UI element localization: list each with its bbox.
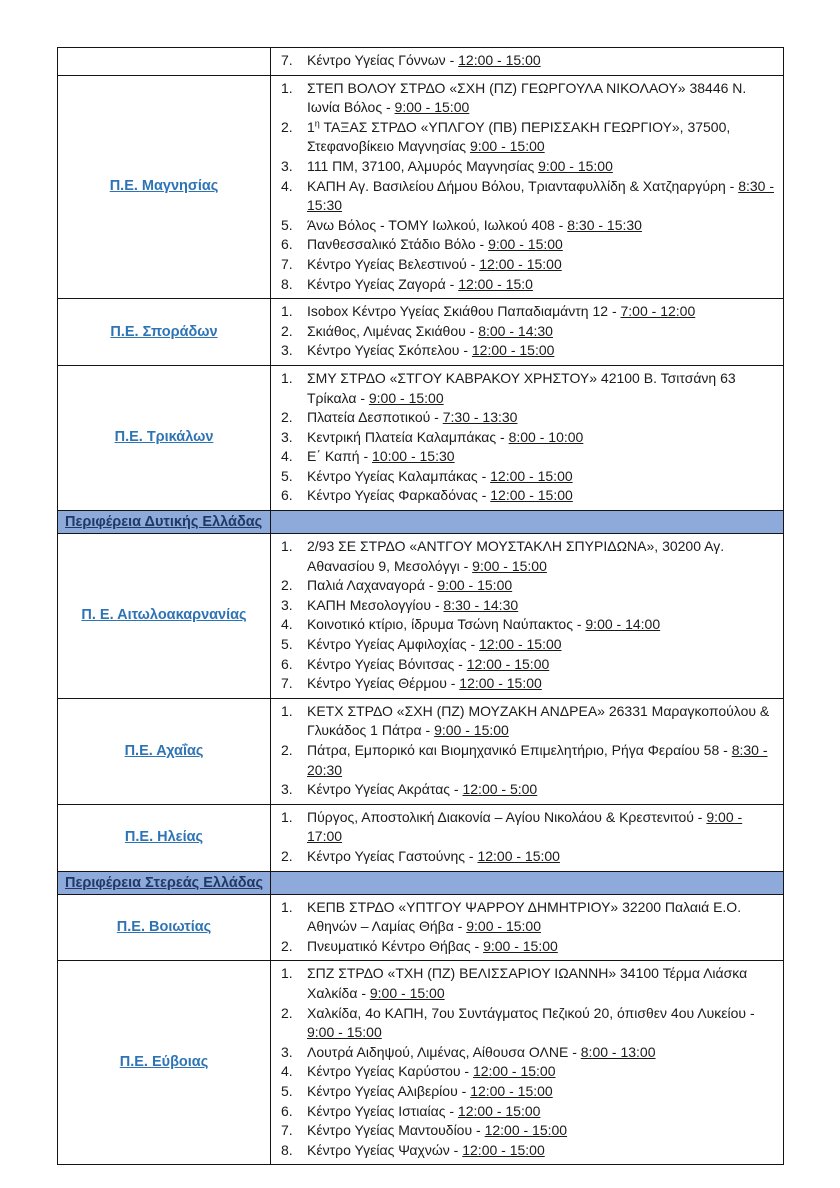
item-hours: 12:00 - 15:00 [479, 255, 562, 272]
item-hours: 10:00 - 15:30 [372, 448, 455, 465]
ordinal-superscript: η [314, 118, 320, 129]
item-number: 5. [281, 467, 293, 484]
list-item [281, 1121, 777, 1141]
list-item [281, 1062, 777, 1082]
item-hours: 8:30 - 14:30 [443, 596, 519, 613]
item-number: 6. [281, 236, 293, 253]
list-item [281, 847, 777, 867]
list-item [281, 1082, 777, 1102]
list-item [281, 428, 777, 448]
region-row [58, 894, 783, 961]
item-text: Κεντρική Πλατεία Καλαμπάκας - 8:00 - 10:00 [307, 428, 584, 445]
item-number: 7. [281, 675, 293, 692]
region-label-cell [58, 805, 271, 871]
item-number: 7. [281, 255, 293, 272]
item-text: ΚΕΠΒ ΣΤΡΔΟ «ΥΠΤΓΟΥ ΨΑΡΡΟΥ ΔΗΜΗΤΡΙΟΥ» 32200 Παλαιά Ε.Ο. Αθηνών – Λαμίας Θήβα - 9:00 - 15:00 [307, 898, 742, 935]
list-item [281, 157, 777, 177]
region-row [58, 365, 783, 510]
item-number: 2. [281, 1004, 293, 1021]
region-row [58, 960, 783, 1164]
item-hours: 9:00 - 14:00 [585, 616, 661, 633]
region-label-link[interactable]: Π.Ε. Εύβοιας [119, 1054, 209, 1071]
list-item [281, 635, 777, 655]
list-item [281, 408, 777, 428]
region-row [58, 298, 783, 365]
regions-table [57, 47, 784, 1165]
item-text: Πανθεσσαλικό Στάδιο Βόλο - 9:00 - 15:00 [307, 236, 563, 253]
list-item [281, 655, 777, 675]
item-text: ΚΑΠΗ Μεσολογγίου - 8:30 - 14:30 [307, 596, 519, 613]
item-text: Κέντρο Υγείας Βόνιτσας - 12:00 - 15:00 [307, 655, 550, 672]
list-item [281, 674, 777, 694]
item-text: Κέντρο Υγείας Καρύστου - 12:00 - 15:00 [307, 1063, 556, 1080]
item-number: 7. [281, 1122, 293, 1139]
list-item [281, 341, 777, 361]
band-label-cell [58, 872, 271, 894]
list-item [281, 486, 777, 506]
item-text: Κέντρο Υγείας Σκόπελου - 12:00 - 15:00 [307, 342, 555, 359]
item-text: Κέντρο Υγείας Βελεστινού - 12:00 - 15:00 [307, 255, 562, 272]
list-item [281, 964, 777, 1003]
item-text: Πύργος, Αποστολική Διακονία – Αγίου Νικολάου & Κρεστενιτού - 9:00 - 17:00 [307, 808, 743, 845]
item-text: Κέντρο Υγείας Φαρκαδόνας - 12:00 - 15:00 [307, 487, 573, 504]
item-number: 6. [281, 1102, 293, 1119]
item-text: Κέντρο Υγείας Ζαγορά - 12:00 - 15:0 [307, 275, 533, 292]
item-number: 2. [281, 847, 293, 864]
region-label-cell [58, 961, 271, 1164]
item-text: Κέντρο Υγείας Γαστούνης - 12:00 - 15:00 [307, 847, 560, 864]
item-hours: 12:00 - 15:00 [479, 636, 562, 653]
item-text: Πλατεία Δεσποτικού - 7:30 - 13:30 [307, 409, 518, 426]
item-text: Λουτρά Αιδηψού, Λιμένας, Αίθουσα ΟΛΝΕ - 8:00 - 13:00 [307, 1043, 656, 1060]
item-hours: 9:00 - 15:00 [437, 577, 513, 594]
region-items-cell [271, 299, 783, 365]
list-item [281, 322, 777, 342]
item-hours: 8:30 - 15:30 [307, 177, 774, 214]
list-item [281, 937, 777, 957]
item-text: $1^\eta$ ΤΑΞΑΣ ΣΤΡΔΟ «ΥΠΛΓΟΥ (ΠΒ) ΠΕΡΙΣΣΑΚΗ ΓΕΩΡΓΙΟΥ», 37500, Στεφανοβίκειο Μαγνησίας 9:00 - 15:00 [307, 118, 731, 155]
item-number: 5. [281, 1082, 293, 1099]
list-item [281, 369, 777, 408]
item-hours: 7:30 - 13:30 [442, 409, 518, 426]
region-label-link[interactable]: Π. Ε. Αιτωλοακαρνανίας [81, 607, 247, 624]
item-hours: 12:00 - 15:00 [457, 1102, 541, 1119]
item-number: 2. [281, 577, 293, 594]
list-item [281, 177, 777, 216]
item-hours: 9:00 - 15:00 [466, 918, 541, 935]
list-item [281, 1004, 777, 1043]
region-items-cell [271, 48, 783, 75]
list-item [281, 780, 777, 800]
item-text: Κέντρο Υγείας Ψαχνών - 12:00 - 15:00 [307, 1141, 545, 1158]
region-label-link[interactable]: Π.Ε. Αχαΐας [124, 742, 204, 759]
item-number: 3. [281, 342, 293, 359]
item-hours: 12:00 - 15:00 [490, 487, 573, 504]
item-hours: 9:00 - 15:00 [369, 984, 445, 1001]
list-item [281, 898, 777, 937]
region-label-cell [58, 76, 271, 299]
item-text: Ε΄ Καπή - 10:00 - 15:30 [307, 448, 455, 465]
item-number: 2. [281, 409, 293, 426]
item-number: 2. [281, 937, 293, 954]
region-items-cell [271, 699, 783, 804]
region-row [58, 48, 783, 75]
list-item [281, 1043, 777, 1063]
band-empty-cell [271, 511, 783, 533]
band-empty-cell [271, 872, 783, 894]
item-number: 6. [281, 655, 293, 672]
item-text: Πνευματικό Κέντρο Θήβας - 9:00 - 15:00 [307, 937, 558, 954]
item-number: 1. [281, 79, 293, 96]
item-hours: 7:00 - 12:00 [620, 303, 696, 320]
item-hours: 9:00 - 15:00 [483, 937, 558, 954]
item-hours: 8:00 - 14:30 [478, 322, 553, 339]
list-item [281, 596, 777, 616]
band-label-cell [58, 511, 271, 533]
list-item [281, 216, 777, 236]
item-hours: 12:00 - 15:00 [472, 1063, 556, 1080]
region-row [58, 75, 783, 299]
item-number: 1. [281, 898, 293, 915]
item-text: Πάτρα, Εμπορικό και Βιομηχανικό Επιμελητήριο, Ρήγα Φεραίου 58 - 8:30 - 20:30 [307, 742, 768, 778]
item-text: ΣΜΥ ΣΤΡΔΟ «ΣΤΓΟΥ ΚΑΒΡΑΚΟΥ ΧΡΗΣΤΟΥ» 42100 Β. Τσιτσάνη 63 Τρίκαλα - 9:00 - 15:00 [307, 369, 736, 406]
region-label-cell [58, 534, 271, 698]
region-row [58, 533, 783, 698]
item-text: ΣΤΕΠ ΒΟΛΟΥ ΣΤΡΔΟ «ΣΧΗ (ΠΖ) ΓΕΩΡΓΟΥΛΑ ΝΙΚΟΛΑΟΥ» 38446 Ν. Ιωνία Βόλος - 9:00 - 15:00 [307, 79, 747, 116]
region-label-cell [58, 48, 271, 75]
item-hours: 9:00 - 15:00 [434, 722, 509, 739]
list-item [281, 118, 777, 157]
item-number: 7. [281, 52, 293, 68]
item-text: 111 ΠΜ, 37100, Αλμυρός Μαγνησίας 9:00 - 15:00 [307, 157, 613, 174]
item-number: 8. [281, 1141, 293, 1158]
list-item [281, 235, 777, 255]
item-number: 4. [281, 448, 293, 465]
list-item [281, 255, 777, 275]
item-hours: 9:00 - 15:00 [307, 1024, 382, 1041]
list-item [281, 467, 777, 487]
item-text: Κέντρο Υγείας Αλιβερίου - 12:00 - 15:00 [307, 1082, 553, 1099]
region-label-cell [58, 299, 271, 365]
item-number: 8. [281, 275, 293, 292]
list-item [281, 447, 777, 467]
item-hours: 9:00 - 15:00 [538, 157, 613, 174]
item-hours: 12:00 - 15:00 [466, 655, 550, 672]
item-hours: 9:00 - 15:00 [394, 99, 470, 116]
item-hours: 9:00 - 15:00 [472, 557, 547, 574]
item-text: ΣΠΖ ΣΤΡΔΟ «ΤΧΗ (ΠΖ) ΒΕΛΙΣΣΑΡΙΟΥ ΙΩΑΝΝΗ» 34100 Τέρμα Λιάσκα Χαλκίδα - 9:00 - 15:00 [307, 965, 748, 1001]
region-label-link[interactable]: Π.Ε. Βοιωτίας [116, 918, 212, 935]
list-item [281, 537, 777, 576]
list-item [281, 1102, 777, 1122]
item-text: Χαλκίδα, 4ο ΚΑΠΗ, 7ου Συντάγματος Πεζικού 20, όπισθεν 4ου Λυκείου - 9:00 - 15:00 [307, 1004, 755, 1041]
item-text: Κέντρο Υγείας Θέρμου - 12:00 - 15:00 [307, 675, 542, 692]
item-text: Κοινοτικό κτίριο, ίδρυμα Τσώνη Ναύπακτος - 9:00 - 14:00 [307, 616, 661, 633]
item-text: ΚΕΤΧ ΣΤΡΔΟ «ΣΧΗ (ΠΖ) ΜΟΥΖΑΚΗ ΑΝΔΡΕΑ» 26331 Μαραγκοπούλου & Γλυκάδος 1 Πάτρα - 9:00 - 15:00 [307, 702, 770, 739]
region-label-cell [58, 699, 271, 804]
item-number: 3. [281, 1043, 293, 1060]
region-row [58, 698, 783, 804]
item-text: Κέντρο Υγείας Μαντουδίου - 12:00 - 15:00 [307, 1122, 568, 1139]
region-items-cell [271, 961, 783, 1164]
item-hours: 9:00 - 15:00 [488, 236, 563, 253]
item-hours: 12:00 - 15:00 [477, 847, 560, 864]
item-hours: 12:00 - 15:00 [490, 467, 573, 484]
item-hours: 9:00 - 17:00 [307, 808, 743, 845]
list-item [281, 615, 777, 635]
item-number: 4. [281, 177, 293, 194]
region-label-link[interactable]: Π.Ε. Ηλείας [124, 829, 204, 846]
item-text: Κέντρο Υγείας Ακράτας - 12:00 - 5:00 [307, 781, 538, 798]
list-item [281, 275, 777, 295]
item-text: Σκιάθος, Λιμένας Σκιάθου - 8:00 - 14:30 [307, 322, 553, 339]
item-number: 2. [281, 322, 293, 339]
item-text: Κέντρο Υγείας Ιστιαίας - 12:00 - 15:00 [307, 1102, 541, 1119]
item-hours: 12:00 - 15:00 [458, 52, 541, 68]
band-row [58, 871, 783, 894]
item-number: 5. [281, 216, 293, 233]
item-hours: 9:00 - 15:00 [368, 389, 444, 406]
item-number: 3. [281, 428, 293, 445]
item-hours: 12:00 - 15:0 [458, 275, 533, 292]
list-item [281, 302, 777, 322]
item-hours: 12:00 - 15:00 [484, 1122, 568, 1139]
item-text: Παλιά Λαχαναγορά - 9:00 - 15:00 [307, 577, 513, 594]
region-row [58, 804, 783, 871]
item-number: 1. [281, 538, 293, 555]
item-hours: 12:00 - 15:00 [459, 675, 542, 692]
item-hours: 8:00 - 13:00 [580, 1043, 656, 1060]
item-number: 1. [281, 965, 293, 982]
item-text: Κέντρο Υγείας Αμφιλοχίας - 12:00 - 15:00 [307, 636, 562, 653]
item-number: 3. [281, 596, 293, 613]
region-label-cell [58, 366, 271, 510]
item-number: 4. [281, 1063, 293, 1080]
item-hours: 9:00 - 15:00 [469, 138, 545, 155]
item-text: Isobox Κέντρο Υγείας Σκιάθου Παπαδιαμάντη 12 - 7:00 - 12:00 [307, 303, 696, 320]
item-number: 2. [281, 742, 293, 758]
region-label-link[interactable]: Π.Ε. Μαγνησίας [109, 178, 219, 195]
item-text: ΚΑΠΗ Αγ. Βασιλείου Δήμου Βόλου, Τριανταφυλλίδη & Χατζηαργύρη - 8:30 - 15:30 [307, 177, 774, 214]
item-text: Άνω Βόλος - ΤΟΜΥ Ιωλκού, Ιωλκού 408 - 8:30 - 15:30 [307, 216, 642, 233]
item-text: 2/93 ΣΕ ΣΤΡΔΟ «ΑΝΤΓΟΥ ΜΟΥΣΤΑΚΛΗ ΣΠΥΡΙΔΩΝΑ», 30200 Αγ. Αθανασίου 9, Μεσολόγγι - 9:00 - 15:00 [307, 538, 725, 574]
list-item [281, 79, 777, 118]
item-hours: 12:00 - 15:00 [471, 342, 555, 359]
list-item [281, 808, 777, 847]
item-hours: 12:00 - 15:00 [462, 1141, 545, 1158]
region-label-link[interactable]: Π.Ε. Τρικάλων [114, 429, 214, 446]
region-items-cell [271, 534, 783, 698]
item-number: 5. [281, 636, 293, 653]
item-hours: 8:00 - 10:00 [508, 428, 584, 445]
band-title: Περιφέρεια Δυτικής Ελλάδας [65, 514, 263, 531]
item-text: Κέντρο Υγείας Γόννων - 12:00 - 15:00 [307, 52, 541, 68]
list-item [281, 576, 777, 596]
list-item [281, 741, 777, 780]
item-number: 1. [281, 369, 293, 386]
list-item [281, 702, 777, 741]
list-item [281, 1141, 777, 1161]
item-number: 2. [281, 118, 293, 135]
item-hours: 8:30 - 20:30 [307, 742, 768, 778]
item-hours: 8:30 - 15:30 [567, 216, 642, 233]
item-hours: 12:00 - 15:00 [470, 1082, 553, 1099]
item-number: 3. [281, 157, 293, 174]
band-row [58, 510, 783, 533]
item-number: 1. [281, 808, 293, 825]
item-hours: 12:00 - 5:00 [462, 781, 538, 798]
region-items-cell [271, 895, 783, 961]
region-items-cell [271, 366, 783, 510]
item-number: 4. [281, 616, 293, 633]
item-number: 3. [281, 781, 293, 798]
item-text: Κέντρο Υγείας Καλαμπάκας - 12:00 - 15:00 [307, 467, 573, 484]
item-number: 1. [281, 702, 293, 719]
region-items-cell [271, 805, 783, 871]
region-items-cell [271, 76, 783, 299]
region-label-link[interactable]: Π.Ε. Σποράδων [110, 323, 218, 340]
item-number: 1. [281, 303, 293, 320]
region-label-cell [58, 895, 271, 961]
item-number: 6. [281, 487, 293, 504]
band-title: Περιφέρεια Στερεάς Ελλάδας [65, 874, 264, 891]
list-item [281, 51, 777, 71]
